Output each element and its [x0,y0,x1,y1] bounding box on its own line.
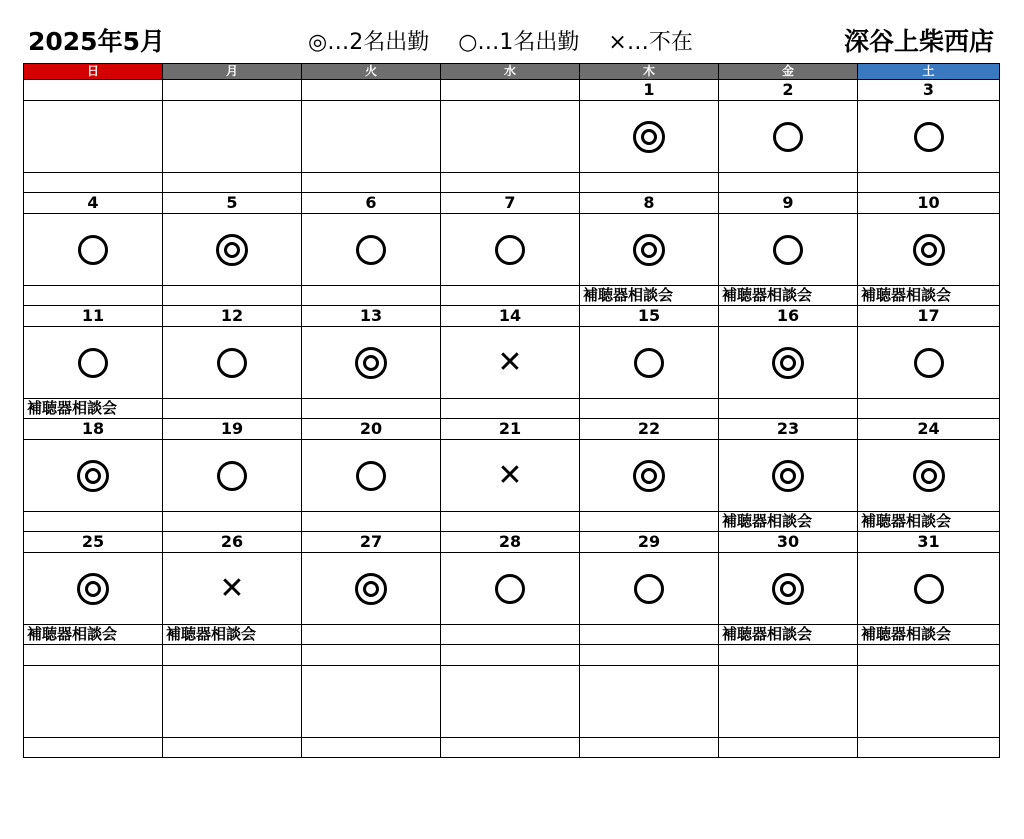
attendance-cell [719,666,858,738]
weekday-fri: 金 [719,64,858,80]
day-number: 24 [858,419,1000,440]
attendance-cell [302,327,441,399]
attendance-cell [719,101,858,173]
attendance-cell [580,440,719,512]
attendance-cell [302,101,441,173]
note-cell [441,625,580,645]
attendance-cell [441,101,580,173]
day-number [858,645,1000,666]
day-number [163,80,302,101]
note-cell [24,173,163,193]
note-row [24,512,1000,532]
day-number: 1 [580,80,719,101]
day-number [580,645,719,666]
attendance-cell [163,101,302,173]
note-row [24,286,1000,306]
note-row [24,625,1000,645]
double-circle-icon [77,573,109,605]
note-cell [441,286,580,306]
double-circle-icon [772,347,804,379]
attendance-cell [24,553,163,625]
attendance-cell [302,553,441,625]
day-number: 7 [441,193,580,214]
attendance-cell [302,666,441,738]
cross-icon: ✕ [497,457,523,493]
day-number: 10 [858,193,1000,214]
attendance-cell [858,553,1000,625]
attendance-cell [441,440,580,512]
attendance-cell [441,666,580,738]
day-number: 9 [719,193,858,214]
note-cell [858,738,1000,758]
note-cell [580,512,719,532]
month-title: 2025年5月 [28,27,165,56]
day-number: 4 [24,193,163,214]
attendance-cell [580,553,719,625]
circle-icon [356,461,386,491]
day-number [719,645,858,666]
day-number [163,645,302,666]
note-cell: 補聴器相談会 [24,399,163,419]
double-circle-icon [772,573,804,605]
date-row [24,419,1000,440]
note-cell [302,173,441,193]
legend-single-circle: ○…1名出勤 [458,30,580,55]
attendance-cell [24,101,163,173]
note-row [24,173,1000,193]
attendance-cell [719,440,858,512]
note-cell [580,173,719,193]
date-row [24,532,1000,553]
note-cell: 補聴器相談会 [580,286,719,306]
cross-icon: ✕ [497,344,523,380]
note-cell: 補聴器相談会 [24,625,163,645]
attendance-row [24,553,1000,625]
attendance-cell [858,666,1000,738]
attendance-cell [858,327,1000,399]
circle-icon [914,348,944,378]
weekday-sun: 日 [24,64,163,80]
attendance-cell [580,327,719,399]
attendance-cell [24,666,163,738]
attendance-cell [163,214,302,286]
day-number: 12 [163,306,302,327]
day-number: 26 [163,532,302,553]
day-number: 22 [580,419,719,440]
double-circle-icon [913,460,945,492]
circle-icon [634,348,664,378]
note-cell [441,738,580,758]
day-number [24,80,163,101]
day-number: 30 [719,532,858,553]
attendance-cell [719,327,858,399]
double-circle-icon [355,573,387,605]
circle-icon [495,235,525,265]
circle-icon [773,122,803,152]
attendance-cell [24,327,163,399]
note-cell: 補聴器相談会 [719,286,858,306]
date-row [24,306,1000,327]
note-cell [302,399,441,419]
day-number: 25 [24,532,163,553]
day-number: 31 [858,532,1000,553]
date-row [24,645,1000,666]
double-circle-icon [633,121,665,153]
attendance-cell [163,553,302,625]
day-number: 2 [719,80,858,101]
note-cell [302,286,441,306]
day-number: 14 [441,306,580,327]
legend-double-circle: ◎…2名出勤 [308,30,430,55]
day-number [302,645,441,666]
attendance-cell [441,214,580,286]
attendance-cell [302,440,441,512]
note-cell [163,286,302,306]
day-number: 29 [580,532,719,553]
attendance-row [24,101,1000,173]
attendance-cell [719,553,858,625]
note-cell [163,512,302,532]
day-number: 5 [163,193,302,214]
store-name: 深谷上柴西店 [843,27,994,56]
day-number: 15 [580,306,719,327]
weekday-sat: 土 [858,64,1000,80]
attendance-cell [163,327,302,399]
note-cell [858,399,1000,419]
circle-icon [217,461,247,491]
day-number [302,80,441,101]
day-number: 28 [441,532,580,553]
attendance-cell [719,214,858,286]
attendance-row [24,440,1000,512]
day-number: 16 [719,306,858,327]
double-circle-icon [355,347,387,379]
circle-icon [495,574,525,604]
note-cell [24,738,163,758]
day-number [441,645,580,666]
legend-cross: ×…不在 [608,30,693,55]
day-number: 17 [858,306,1000,327]
circle-icon [914,122,944,152]
legend [308,25,715,56]
double-circle-icon [633,234,665,266]
attendance-cell [580,666,719,738]
attendance-cell [163,666,302,738]
note-cell [580,625,719,645]
note-cell [719,173,858,193]
day-number: 3 [858,80,1000,101]
attendance-row [24,327,1000,399]
calendar-header [0,0,1024,62]
note-cell [163,399,302,419]
note-cell: 補聴器相談会 [858,512,1000,532]
circle-icon [78,348,108,378]
note-cell [441,173,580,193]
double-circle-icon [633,460,665,492]
note-cell: 補聴器相談会 [858,625,1000,645]
attendance-cell [24,214,163,286]
note-cell [441,399,580,419]
note-cell [302,625,441,645]
note-cell [719,738,858,758]
weekday-tue: 火 [302,64,441,80]
note-cell [163,738,302,758]
circle-icon [356,235,386,265]
circle-icon [773,235,803,265]
note-cell: 補聴器相談会 [858,286,1000,306]
attendance-cell [580,101,719,173]
note-cell [302,738,441,758]
day-number: 27 [302,532,441,553]
double-circle-icon [216,234,248,266]
attendance-cell [24,440,163,512]
note-row [24,738,1000,758]
day-number: 19 [163,419,302,440]
note-cell: 補聴器相談会 [719,512,858,532]
note-cell [580,399,719,419]
attendance-cell [163,440,302,512]
attendance-cell [858,214,1000,286]
note-cell: 補聴器相談会 [163,625,302,645]
weekday-wed: 水 [441,64,580,80]
weekday-header-row [24,64,1000,80]
attendance-cell [302,214,441,286]
note-cell [858,173,1000,193]
day-number [24,645,163,666]
weekday-mon: 月 [163,64,302,80]
day-number: 21 [441,419,580,440]
attendance-cell [580,214,719,286]
double-circle-icon [77,460,109,492]
note-cell: 補聴器相談会 [719,625,858,645]
attendance-cell [441,327,580,399]
circle-icon [78,235,108,265]
day-number: 23 [719,419,858,440]
attendance-cell [858,101,1000,173]
attendance-row [24,214,1000,286]
day-number: 18 [24,419,163,440]
cross-icon: ✕ [219,570,245,606]
double-circle-icon [772,460,804,492]
note-cell [441,512,580,532]
weekday-thu: 木 [580,64,719,80]
attendance-cell [858,440,1000,512]
attendance-row [24,666,1000,738]
note-cell [580,738,719,758]
day-number: 8 [580,193,719,214]
day-number: 20 [302,419,441,440]
day-number: 11 [24,306,163,327]
circle-icon [634,574,664,604]
note-cell [719,399,858,419]
note-row [24,399,1000,419]
day-number [441,80,580,101]
note-cell [24,286,163,306]
attendance-cell [441,553,580,625]
date-row [24,80,1000,101]
circle-icon [914,574,944,604]
double-circle-icon [913,234,945,266]
calendar-grid [23,63,1000,758]
note-cell [302,512,441,532]
note-cell [24,512,163,532]
day-number: 6 [302,193,441,214]
date-row [24,193,1000,214]
day-number: 13 [302,306,441,327]
note-cell [163,173,302,193]
circle-icon [217,348,247,378]
